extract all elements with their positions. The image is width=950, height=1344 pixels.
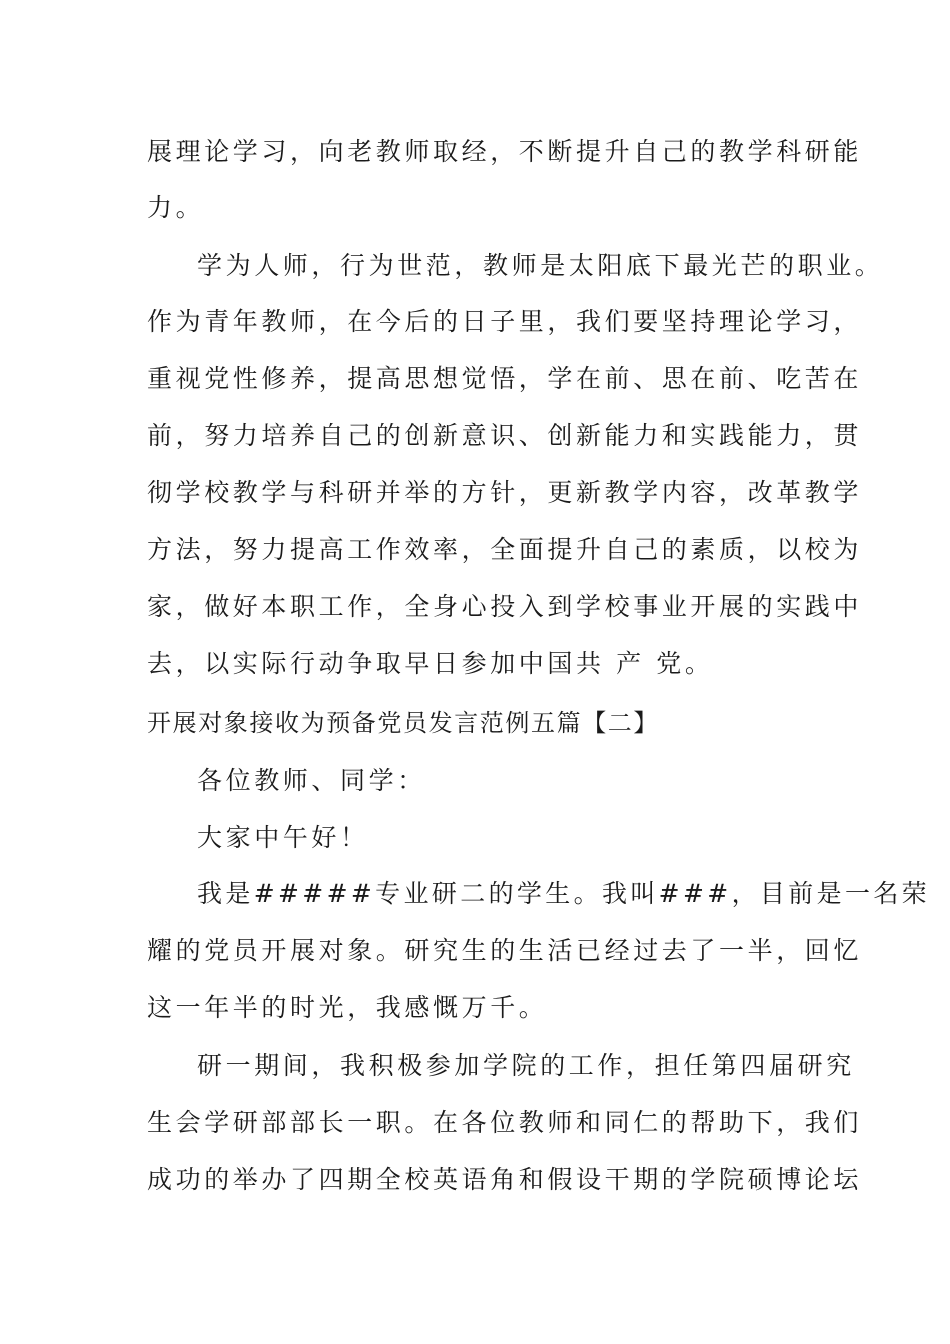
paragraph-line: 方法，努力提高工作效率，全面提升自己的素质，以校为 xyxy=(147,535,863,564)
greeting: 大家中午好！ xyxy=(197,823,369,852)
paragraph-line: 学为人师，行为世范，教师是太阳底下最光芒的职业。 xyxy=(197,251,884,280)
paragraph-line: 这一年半的时光，我感慨万千。 xyxy=(147,993,548,1022)
paragraph-line: 展理论学习，向老教师取经，不断提升自己的教学科研能 xyxy=(147,137,863,166)
salutation: 各位教师、同学： xyxy=(197,766,426,795)
paragraph-line: 力。 xyxy=(147,193,205,222)
section-heading: 开展对象接收为预备党员发言范例五篇【二】 xyxy=(147,709,659,737)
paragraph-line: 成功的举办了四期全校英语角和假设干期的学院硕博论坛 xyxy=(147,1165,863,1194)
paragraph-line: 耀的党员开展对象。研究生的生活已经过去了一半，回忆 xyxy=(147,936,863,965)
paragraph-line: 作为青年教师，在今后的日子里，我们要坚持理论学习， xyxy=(147,307,863,336)
paragraph-line: 研一期间，我积极参加学院的工作，担任第四届研究 xyxy=(197,1051,855,1080)
paragraph-line: 生会学研部部长一职。在各位教师和同仁的帮助下，我们 xyxy=(147,1108,863,1137)
paragraph-line: 重视党性修养，提高思想觉悟，学在前、思在前、吃苦在 xyxy=(147,364,863,393)
paragraph-line: 家，做好本职工作，全身心投入到学校事业开展的实践中 xyxy=(147,592,863,621)
paragraph-line: 彻学校教学与科研并举的方针，更新教学内容，改革教学 xyxy=(147,478,863,507)
paragraph-line: 我是#####专业研二的学生。我叫###，目前是一名荣 xyxy=(197,879,931,908)
paragraph-line: 前，努力培养自己的创新意识、创新能力和实践能力，贯 xyxy=(147,421,863,450)
paragraph-line: 去，以实际行动争取早日参加中国共 产 党。 xyxy=(147,649,714,678)
